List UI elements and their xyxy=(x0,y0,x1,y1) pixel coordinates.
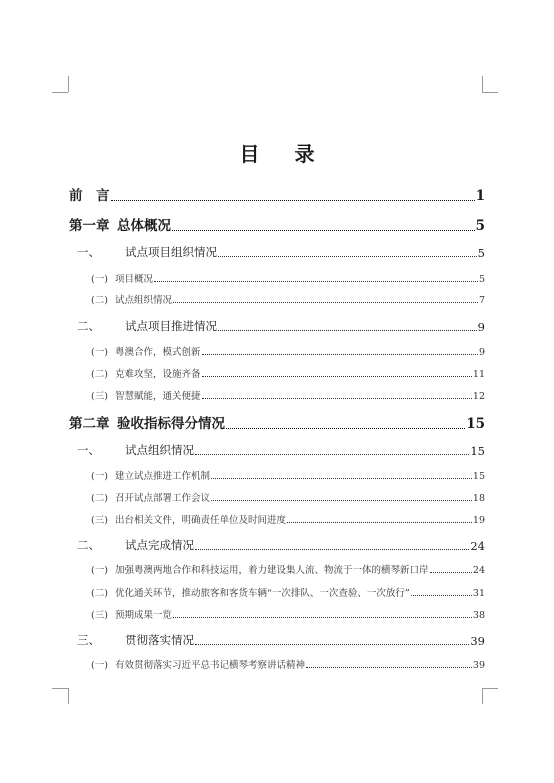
toc-leader xyxy=(195,454,469,455)
toc-entry-subsection[interactable] xyxy=(69,562,485,576)
toc-entry-section[interactable] xyxy=(69,318,485,334)
toc-entry-label: 召开试点部署工作会议 xyxy=(115,493,211,504)
toc-entry-section[interactable] xyxy=(69,442,485,458)
toc-entry-page: 7 xyxy=(478,295,485,306)
toc-entry-number: (二) xyxy=(91,588,108,599)
toc-leader xyxy=(411,595,472,596)
toc-leader xyxy=(202,376,472,377)
toc-leader xyxy=(226,428,465,429)
toc-entry-page: 1 xyxy=(475,188,485,204)
toc-entry-number: (三) xyxy=(91,515,108,526)
toc-leader xyxy=(211,478,472,479)
toc-entry-label: 智慧赋能，通关便捷 xyxy=(115,391,201,402)
toc-entry-subsection[interactable] xyxy=(69,468,485,482)
toc-entry-number: 第一章 xyxy=(69,218,110,234)
toc-entry-chapter-1[interactable] xyxy=(69,214,485,234)
toc-entry-page: 39 xyxy=(470,634,485,648)
toc-leader xyxy=(172,230,475,231)
toc-leader xyxy=(202,354,478,355)
toc-entry-label: 优化通关环节，推动旅客和客货车辆“一次排队、一次查验、一次放行” xyxy=(115,588,410,599)
toc-entry-number: (三) xyxy=(91,391,108,402)
toc-entry-subsection[interactable] xyxy=(69,585,485,599)
toc-leader xyxy=(202,398,472,399)
toc-entry-number: (二) xyxy=(91,369,108,380)
toc-entry-label: 贯彻落实情况 xyxy=(125,633,194,647)
toc-leader xyxy=(218,330,477,331)
toc-entry-number: (二) xyxy=(91,295,108,306)
toc-entry-section[interactable] xyxy=(69,537,485,553)
toc-entry-label: 粤澳合作，模式创新 xyxy=(115,347,201,358)
toc-leader xyxy=(154,281,478,282)
toc-entry-number: 二、 xyxy=(77,538,100,552)
toc-entry-label: 试点组织情况 xyxy=(125,443,194,457)
toc-leader xyxy=(287,522,472,523)
toc-entry-page: 18 xyxy=(472,493,485,504)
toc-entry-label: 有效贯彻落实习近平总书记横琴考察讲话精神 xyxy=(115,660,306,671)
toc-entry-subsection[interactable] xyxy=(69,271,485,285)
toc-entry-page: 15 xyxy=(470,444,485,458)
toc-entry-label: 试点项目组织情况 xyxy=(125,245,217,259)
toc-entry-subsection[interactable] xyxy=(69,366,485,380)
toc-entry-subsection[interactable] xyxy=(69,292,485,306)
toc-leader xyxy=(173,302,478,303)
toc-entry-label: 预期成果一览 xyxy=(115,610,173,621)
toc-entry-label: 试点项目推进情况 xyxy=(125,319,217,333)
toc-entry-number: (一) xyxy=(91,471,108,482)
toc-entry-label: 验收指标得分情况 xyxy=(117,416,225,432)
toc-leader xyxy=(173,617,472,618)
toc-leader xyxy=(430,572,472,573)
toc-entry-subsection[interactable] xyxy=(69,388,485,402)
toc-entry-chapter-2[interactable] xyxy=(69,412,485,432)
toc-leader xyxy=(111,200,475,201)
toc-leader xyxy=(195,549,469,550)
toc-entry-subsection[interactable] xyxy=(69,344,485,358)
toc-entry-number: (二) xyxy=(91,493,108,504)
toc-entry-page: 11 xyxy=(472,369,485,380)
toc-entry-number: (一) xyxy=(91,660,108,671)
toc-entry-number: 三、 xyxy=(77,633,100,647)
toc-entry-page: 9 xyxy=(478,347,485,358)
toc-entry-number: 一、 xyxy=(77,443,100,457)
toc-entry-label: 项目概况 xyxy=(115,274,154,285)
toc-leader xyxy=(195,644,469,645)
toc-entry-number: 二、 xyxy=(77,319,100,333)
toc-entry-page: 31 xyxy=(472,588,485,599)
toc-entry-label: 加强粤澳两地合作和科技运用，着力建设集人流、物流于一体的横琴新口岸 xyxy=(115,565,429,576)
toc-entry-section[interactable] xyxy=(69,244,485,260)
toc-entry-page: 5 xyxy=(477,246,485,260)
toc-entry-number: (一) xyxy=(91,565,108,576)
toc-entry-number: 一、 xyxy=(77,245,100,259)
toc-entry-label: 建立试点推进工作机制 xyxy=(115,471,211,482)
toc-entry-page: 12 xyxy=(472,391,485,402)
toc-entry-page: 38 xyxy=(472,610,485,621)
toc-entry-page: 24 xyxy=(472,565,485,576)
page-title: 目 录 xyxy=(239,142,329,166)
toc-leader xyxy=(211,500,472,501)
toc-entry-label: 出台相关文件，明确责任单位及时间进度 xyxy=(115,515,287,526)
toc-leader xyxy=(218,256,477,257)
toc-entry-page: 15 xyxy=(466,416,485,432)
toc-entry-page: 5 xyxy=(478,274,485,285)
toc-entry-section[interactable] xyxy=(69,632,485,648)
toc-leader xyxy=(306,667,472,668)
toc-entry-label: 试点组织情况 xyxy=(115,295,173,306)
toc-entry-number: 第二章 xyxy=(69,416,110,432)
toc-entry-label: 前 言 xyxy=(69,188,110,204)
toc-entry-page: 9 xyxy=(477,320,485,334)
toc-entry-label: 总体概况 xyxy=(117,218,171,234)
toc-entry-page: 39 xyxy=(472,660,485,671)
toc-entry-preface[interactable] xyxy=(69,184,485,204)
toc-entry-number: (三) xyxy=(91,610,108,621)
toc-entry-label: 试点完成情况 xyxy=(125,538,194,552)
toc-entry-page: 15 xyxy=(472,471,485,482)
toc-entry-page: 19 xyxy=(472,515,485,526)
toc-entry-page: 5 xyxy=(475,218,485,234)
toc-entry-number: (一) xyxy=(91,347,108,358)
toc-entry-page: 24 xyxy=(470,539,485,553)
toc-entry-number: (一) xyxy=(91,274,108,285)
toc-entry-subsection[interactable] xyxy=(69,657,485,671)
toc-entry-subsection[interactable] xyxy=(69,512,485,526)
toc-entry-label: 克难攻坚，设施齐备 xyxy=(115,369,201,380)
toc-entry-subsection[interactable] xyxy=(69,607,485,621)
toc-entry-subsection[interactable] xyxy=(69,490,485,504)
